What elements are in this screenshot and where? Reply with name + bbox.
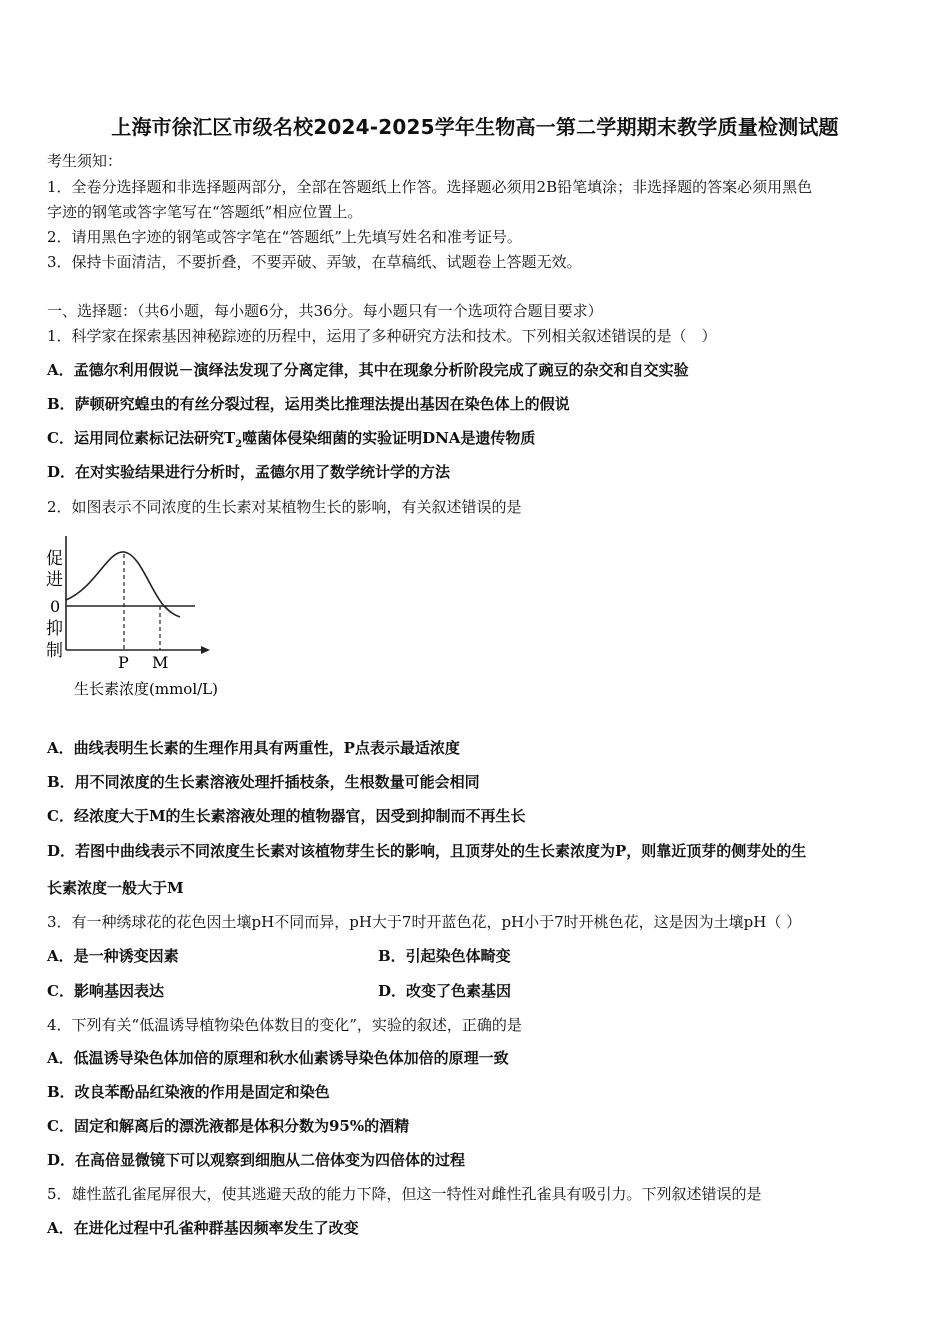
question-1-option-b: B．萨顿研究蝗虫的有丝分裂过程，运用类比推理法提出基因在染色体上的假说 bbox=[47, 395, 570, 413]
question-2-option-d-cont: 长素浓度一般大于M bbox=[47, 879, 184, 897]
question-4-option-b: B．改良苯酚品红染液的作用是固定和染色 bbox=[47, 1083, 330, 1101]
question-3-option-b: B．引起染色体畸变 bbox=[378, 947, 511, 965]
y-label-inhibit-1: 抑 bbox=[46, 619, 63, 639]
y-label-zero: 0 bbox=[50, 597, 61, 616]
question-3-stem: 3．有一种绣球花的花色因土壤pH不同而异，pH大于7时开蓝色花，pH小于7时开桃色花，这是因为土壤pH（ ） bbox=[47, 913, 802, 931]
question-1-option-a: A．孟德尔利用假说－演绎法发现了分离定律，其中在现象分析阶段完成了豌豆的杂交和自交实验 bbox=[47, 361, 689, 379]
notice-item-2: 2．请用黑色字迹的钢笔或答字笔在“答题纸”上先填写姓名和准考证号。 bbox=[47, 228, 522, 246]
notice-item-3: 3．保持卡面清洁，不要折叠，不要弄破、弄皱，在草稿纸、试题卷上答题无效。 bbox=[47, 253, 582, 271]
question-1-option-d: D．在对实验结果进行分析时，孟德尔用了数学统计学的方法 bbox=[47, 463, 451, 481]
section-heading: 一、选择题：（共6小题，每小题6分，共36分。每小题只有一个选项符合题目要求） bbox=[47, 302, 603, 320]
question-2-stem: 2．如图表示不同浓度的生长素对某植物生长的影响，有关叙述错误的是 bbox=[47, 498, 522, 516]
question-5-option-a: A．在进化过程中孔雀种群基因频率发生了改变 bbox=[47, 1219, 359, 1237]
question-2-option-a: A．曲线表明生长素的生理作用具有两重性，P点表示最适浓度 bbox=[47, 739, 460, 757]
notice-item-1-cont: 字迹的钢笔或答字笔写在“答题纸”相应位置上。 bbox=[47, 203, 363, 221]
question-4-option-d: D．在高倍显微镜下可以观察到细胞从二倍体变为四倍体的过程 bbox=[47, 1151, 466, 1169]
question-3-option-c: C．影响基因表达 bbox=[47, 982, 164, 1000]
question-4-option-c: C．固定和解离后的漂洗液都是体积分数为95%的酒精 bbox=[47, 1117, 410, 1135]
point-m-label: M bbox=[152, 653, 169, 672]
question-1-option-c-pre: C．运用同位素标记法研究T bbox=[47, 429, 236, 447]
question-3-option-d: D．改变了色素基因 bbox=[378, 982, 512, 1000]
question-1-option-c bbox=[47, 428, 910, 455]
notice-heading: 考生须知： bbox=[47, 152, 123, 170]
x-axis-label: 生长素浓度(mmol/L) bbox=[74, 680, 218, 698]
question-2-option-c: C．经浓度大于M的生长素溶液处理的植物器官，因受到抑制而不再生长 bbox=[47, 807, 526, 825]
question-4-option-a: A．低温诱导染色体加倍的原理和秋水仙素诱导染色体加倍的原理一致 bbox=[47, 1049, 509, 1067]
question-4-stem: 4．下列有关“低温诱导植物染色体数目的变化”，实验的叙述，正确的是 bbox=[47, 1016, 522, 1034]
y-label-promote-2: 进 bbox=[46, 570, 63, 590]
question-2-option-b: B．用不同浓度的生长素溶液处理扦插枝条，生根数量可能会相同 bbox=[47, 773, 480, 791]
figure-background bbox=[40, 530, 240, 702]
question-5-stem: 5．雄性蓝孔雀尾屏很大，使其逃避天敌的能力下降，但这一特性对雌性孔雀具有吸引力。下列叙述错误的是 bbox=[47, 1185, 762, 1203]
page-title: 上海市徐汇区市级名校2024-2025学年生物高一第二学期期末教学质量检测试题 bbox=[111, 115, 839, 139]
point-p-label: P bbox=[118, 653, 129, 672]
question-1-option-c-post: 噬菌体侵染细菌的实验证明DNA是遗传物质 bbox=[242, 429, 536, 447]
question-3-option-a: A．是一种诱变因素 bbox=[47, 947, 179, 965]
notice-item-1: 1．全卷分选择题和非选择题两部分，全部在答题纸上作答。选择题必须用2B铅笔填涂；非选择题的答案必须用黑色 bbox=[47, 178, 813, 196]
question-2-option-d: D．若图中曲线表示不同浓度生长素对该植物芽生长的影响，且顶芽处的生长素浓度为P，则靠近顶芽的侧芽处的生 bbox=[47, 842, 807, 860]
question-1-option-c-subscript: 2 bbox=[235, 439, 243, 450]
question-1-stem: 1．科学家在探索基因神秘踪迹的历程中，运用了多种研究方法和技术。下列相关叙述错误的是（ ） bbox=[47, 327, 717, 345]
auxin-curve-figure bbox=[40, 530, 240, 702]
y-label-promote-1: 促 bbox=[46, 549, 63, 569]
y-label-inhibit-2: 制 bbox=[46, 641, 63, 661]
